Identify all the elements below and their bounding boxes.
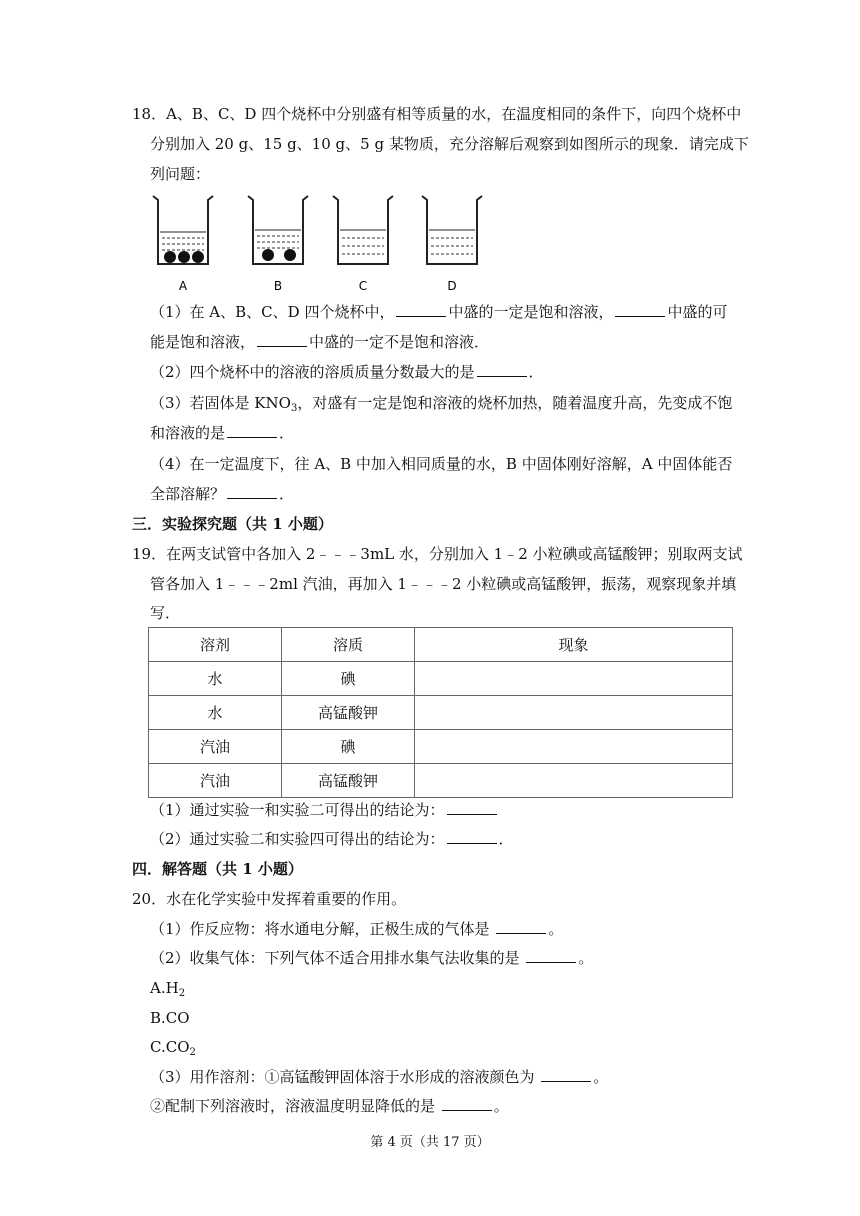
beaker-d [422, 196, 482, 264]
q20-part1: （1）作反应物：将水通电分解，正极生成的气体是 。 [150, 920, 564, 938]
table-row [149, 730, 733, 764]
q20-option-c: $C.CO_2$ [150, 1038, 196, 1058]
table-row [149, 696, 733, 730]
experiment-table [148, 627, 733, 798]
answer-blank [541, 1067, 591, 1082]
answer-blank [257, 332, 307, 347]
answer-blank [442, 1096, 492, 1111]
q18-line1: 18．A、B、C、D 四个烧杯中分别盛有相等质量的水，在温度相同的条件下，向四个烧杯中 [132, 105, 742, 123]
solid-particle [262, 249, 274, 261]
table-cell: 汽油 [149, 764, 282, 798]
q18-part2: （2）四个烧杯中的溶液的溶质质量分数最大的是 ． [150, 363, 544, 381]
solid-particle [192, 251, 204, 263]
table-cell: 水 [149, 662, 282, 696]
beaker-c [333, 196, 393, 264]
section-4-heading: 四．解答题（共 1 小题） [132, 860, 303, 878]
answer-blank [615, 302, 665, 317]
table-cell [415, 764, 733, 798]
table-header: 溶剂 [149, 628, 282, 662]
table-cell: 碘 [282, 662, 415, 696]
table-cell [415, 696, 733, 730]
table-cell: 碘 [282, 730, 415, 764]
q18-part4-line1: （4）在一定温度下，往 A、B 中加入相同质量的水，B 中固体刚好溶解，A 中固体能否 [150, 455, 733, 473]
q18-part1-line1: （1）在 A、B、C、D 四个烧杯中， 中盛的一定是饱和溶液， 中盛的可 [150, 303, 728, 321]
table-header-row [149, 628, 733, 662]
q18-part1-line2: 能是饱和溶液， 中盛的一定不是饱和溶液． [150, 333, 490, 351]
q19-line3: 写． [150, 604, 181, 622]
q18-line2: 分别加入 20 g、15 g、10 g、5 g 某物质，充分溶解后观察到如图所示的现象．请完成下 [150, 135, 749, 153]
q19-line1: 19．在两支试管中各加入 2﹣﹣﹣3mL 水，分别加入 1﹣2 小粒碘或高锰酸钾；别取两支试 [132, 545, 743, 563]
beaker-label-d: D [447, 279, 457, 293]
q18-line3: 列问题： [150, 165, 211, 183]
beaker-label-a: A [178, 279, 188, 293]
table-row [149, 662, 733, 696]
answer-blank [447, 829, 497, 844]
table-cell [415, 662, 733, 696]
answer-blank [447, 800, 497, 815]
q20-part3: （3）用作溶剂：①高锰酸钾固体溶于水形成的溶液颜色为 。 [150, 1068, 609, 1086]
q20-line1: 20．水在化学实验中发挥着重要的作用。 [132, 890, 407, 908]
q18-part4-line2: 全部溶解？ ． [150, 485, 295, 503]
answer-blank [496, 919, 546, 934]
table-row [149, 764, 733, 798]
q18-part3-line1: （3）若固体是 $KNO_3$，对盛有一定是饱和溶液的烧杯加热，随着温度升高，先变成不饱 [150, 394, 733, 414]
table-header: 溶质 [282, 628, 415, 662]
table-cell [415, 730, 733, 764]
solid-particle [284, 249, 296, 261]
q18-part3-line2: 和溶液的是 ． [150, 424, 295, 442]
q20-option-b: B.CO [150, 1009, 190, 1027]
page-footer: 第 4 页（共 17 页） [370, 1135, 490, 1150]
q19-line2: 管各加入 1﹣﹣﹣2ml 汽油，再加入 1﹣﹣﹣2 小粒碘或高锰酸钾，振荡，观察现象并填 [150, 575, 737, 593]
q19-conclusion-1: （1）通过实验一和实验二可得出的结论为： [150, 800, 499, 820]
solid-particle [164, 251, 176, 263]
q20-part2: （2）收集气体：下列气体不适合用排水集气法收集的是 。 [150, 949, 594, 967]
beaker-b [248, 196, 308, 264]
table-cell: 高锰酸钾 [282, 764, 415, 798]
beaker-label-c: C [358, 279, 368, 293]
beaker-a [153, 196, 213, 264]
table-cell: 水 [149, 696, 282, 730]
beaker-label-b: B [273, 279, 283, 293]
section-3-heading: 三．实验探究题（共 1 小题） [132, 515, 333, 533]
table-cell: 汽油 [149, 730, 282, 764]
table-cell: 高锰酸钾 [282, 696, 415, 730]
solid-particle [178, 251, 190, 263]
q20-part4: ②配制下列溶液时，溶液温度明显降低的是 。 [150, 1097, 509, 1115]
answer-blank [477, 362, 527, 377]
answer-blank [227, 423, 277, 438]
q19-conclusion-2: （2）通过实验二和实验四可得出的结论为： ． [150, 830, 514, 848]
beakers-figure [150, 192, 490, 296]
table-header: 现象 [415, 628, 733, 662]
answer-blank [227, 484, 277, 499]
q20-option-a: $A.H_2$ [150, 979, 186, 999]
answer-blank [526, 948, 576, 963]
answer-blank [396, 302, 446, 317]
